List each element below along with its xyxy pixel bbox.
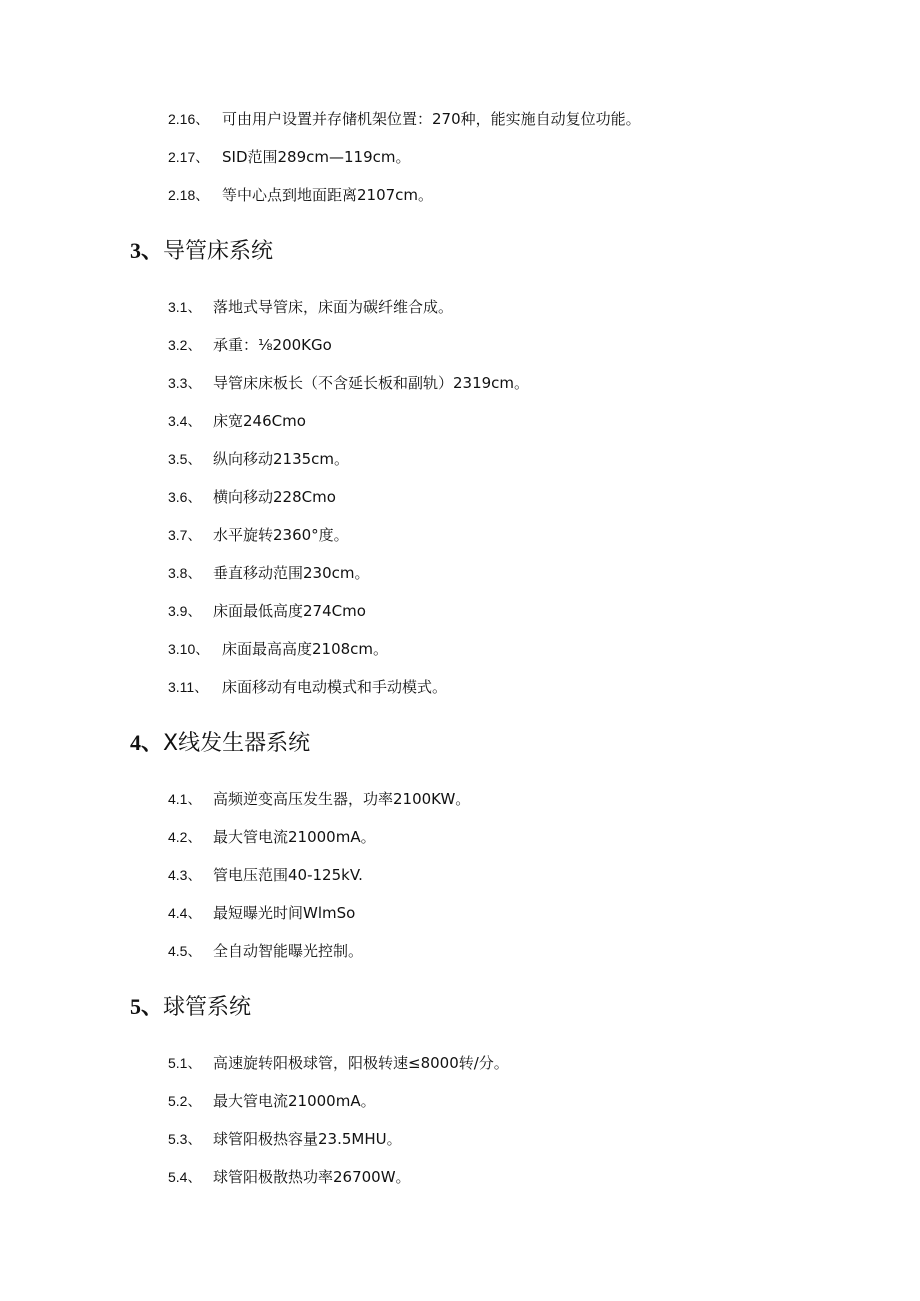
- section-heading-3: [130, 236, 273, 266]
- item-number: 3.1、: [168, 299, 202, 315]
- item-text: 球管阳极热容量23.5MHU。: [213, 1130, 402, 1148]
- item-number: 2.17、: [168, 149, 210, 165]
- item-number: 3.5、: [168, 451, 202, 467]
- item-number: 3.4、: [168, 413, 202, 429]
- item-number: 2.18、: [168, 187, 210, 203]
- list-item-4-3: [168, 864, 363, 886]
- item-number: 3.3、: [168, 375, 202, 391]
- item-number: 3.9、: [168, 603, 202, 619]
- item-text: 最短曝光时间WlmSo: [213, 904, 356, 922]
- item-text: 床面移动有电动模式和手动模式。: [222, 678, 448, 696]
- item-text: 导管床床板长（不含延长板和副轨）2319cm。: [213, 374, 530, 392]
- item-text: 管电压范围40-125kV.: [213, 866, 363, 884]
- item-number: 3.10、: [168, 641, 210, 657]
- list-item-4-4: [168, 902, 355, 924]
- list-item-3-1: [168, 296, 453, 318]
- section-title: 球管系统: [163, 995, 252, 1020]
- item-number: 4.4、: [168, 905, 202, 921]
- list-item-5-2: [168, 1090, 376, 1112]
- item-text: 床面最高高度2108cm。: [222, 640, 389, 658]
- item-number: 4.1、: [168, 791, 202, 807]
- item-text: 最大管电流21000mA。: [213, 828, 376, 846]
- list-item-3-7: [168, 524, 349, 546]
- item-text: 纵向移动2135cm。: [213, 450, 350, 468]
- item-number: 3.8、: [168, 565, 202, 581]
- item-number: 4.3、: [168, 867, 202, 883]
- list-item-2-16: [168, 108, 641, 130]
- list-item-3-2: [168, 334, 332, 356]
- item-text: SID范围289cm—119cm。: [222, 148, 411, 166]
- item-number: 3.11、: [168, 679, 209, 695]
- list-item-3-6: [168, 486, 336, 508]
- list-item-5-3: [168, 1128, 402, 1150]
- list-item-4-2: [168, 826, 376, 848]
- item-text: 可由用户设置并存储机架位置：270种，能实施自动复位功能。: [222, 110, 641, 128]
- list-item-2-17: [168, 146, 410, 168]
- item-text: 承重：⅛200KGo: [213, 336, 332, 354]
- item-number: 5.2、: [168, 1093, 202, 1109]
- item-text: 落地式导管床，床面为碳纤维合成。: [213, 298, 454, 316]
- section-number: 5、: [130, 994, 164, 1019]
- item-number: 5.1、: [168, 1055, 202, 1071]
- list-item-3-5: [168, 448, 349, 470]
- item-number: 2.16、: [168, 111, 210, 127]
- item-number: 3.2、: [168, 337, 202, 353]
- item-text: 球管阳极散热功率26700W。: [213, 1168, 411, 1186]
- section-number: 3、: [130, 238, 164, 263]
- list-item-3-11: [168, 676, 447, 698]
- list-item-5-1: [168, 1052, 509, 1074]
- item-text: 全自动智能曝光控制。: [213, 942, 364, 960]
- list-item-3-10: [168, 638, 388, 660]
- item-text: 床宽246Cmo: [213, 412, 306, 430]
- item-number: 3.7、: [168, 527, 202, 543]
- item-number: 4.5、: [168, 943, 202, 959]
- list-item-2-18: [168, 184, 433, 206]
- item-text: 等中心点到地面距离2107cm。: [222, 186, 434, 204]
- list-item-3-9: [168, 600, 366, 622]
- section-title: 导管床系统: [163, 239, 274, 264]
- item-text: 水平旋转2360°度。: [213, 526, 349, 544]
- item-number: 5.4、: [168, 1169, 202, 1185]
- list-item-4-1: [168, 788, 470, 810]
- item-number: 5.3、: [168, 1131, 202, 1147]
- item-text: 高频逆变高压发生器，功率2100KW。: [213, 790, 471, 808]
- item-text: 床面最低高度274Cmo: [213, 602, 366, 620]
- list-item-3-4: [168, 410, 306, 432]
- item-text: 高速旋转阳极球管，阳极转速≤8000转/分。: [213, 1054, 509, 1072]
- list-item-4-5: [168, 940, 363, 962]
- list-item-3-8: [168, 562, 370, 584]
- section-heading-4: [130, 728, 310, 758]
- section-heading-5: [130, 992, 251, 1022]
- section-number: 4、: [130, 730, 164, 755]
- list-item-3-3: [168, 372, 529, 394]
- list-item-5-4: [168, 1166, 411, 1188]
- section-title: X线发生器系统: [163, 731, 311, 756]
- item-number: 4.2、: [168, 829, 202, 845]
- item-text: 垂直移动范围230cm。: [213, 564, 370, 582]
- item-number: 3.6、: [168, 489, 202, 505]
- item-text: 横向移动228Cmo: [213, 488, 336, 506]
- item-text: 最大管电流21000mA。: [213, 1092, 376, 1110]
